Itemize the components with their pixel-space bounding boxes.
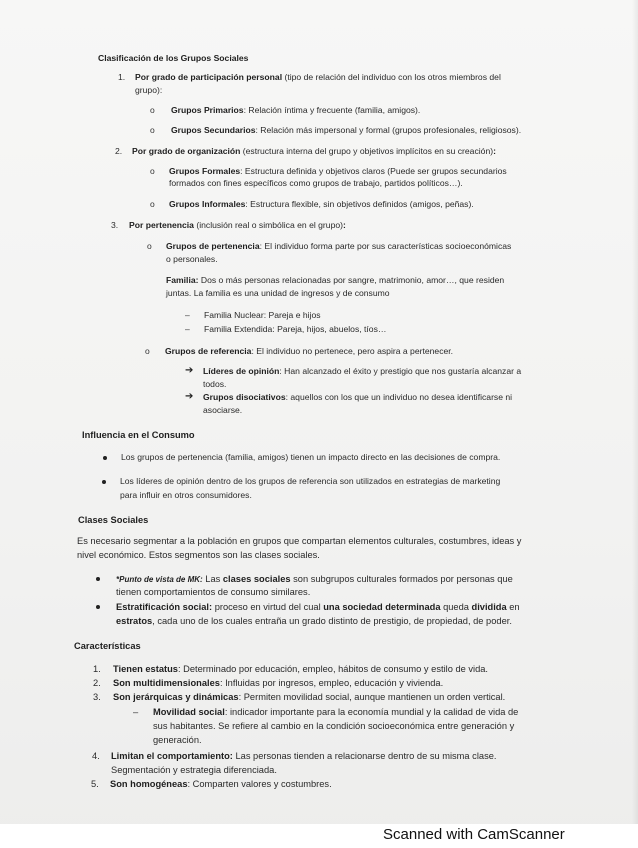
item-bold: Grupos Formales <box>169 166 241 176</box>
list-item <box>135 72 501 83</box>
item-bold: Familia: <box>166 275 199 285</box>
item-text: Dos o más personas relacionadas por sangre, matrimonio, amor…, que residen <box>198 275 505 285</box>
sub-item-cont: formados con fines específicos como grupos de trabajo, partidos políticos…). <box>169 178 463 188</box>
list-number: 5. <box>91 779 99 789</box>
paragraph-cont: nivel económico. Estos segmentos son las clases sociales. <box>77 550 320 560</box>
arrow-item <box>203 392 512 403</box>
item-bold: Movilidad social <box>153 707 225 717</box>
item-text: (inclusión real o simbólica en el grupo) <box>193 220 343 230</box>
item-text: : Relación más impersonal y formal (grupos profesionales, religiosos). <box>255 125 522 135</box>
item-bold: dividida <box>471 602 507 612</box>
list-item <box>113 677 443 689</box>
item-text: : Permiten movilidad social, aunque mantienen un orden vertical. <box>238 692 506 702</box>
dash-bullet: – <box>185 310 190 320</box>
circle-bullet: o <box>145 346 150 356</box>
circle-bullet: o <box>150 199 155 209</box>
bullet-text: Los grupos de pertenencia (familia, amigos) tienen un impacto directo en las decisiones de compra. <box>121 452 501 462</box>
circle-bullet: o <box>150 125 155 135</box>
item-bold: estratos <box>116 616 153 626</box>
item-bold: una sociedad determinada <box>323 602 441 612</box>
item-text: : aquellos con los que un individuo no desea identificarse ni <box>285 392 513 402</box>
bullet-dot <box>103 456 107 460</box>
item-bold: Grupos Primarios <box>171 105 244 115</box>
sub-item <box>169 199 474 210</box>
item-bold: : <box>493 146 496 156</box>
arrow-item <box>203 366 521 377</box>
list-item <box>129 220 346 231</box>
item-bold: Limitan el comportamiento: <box>111 751 233 761</box>
item-text: : Han alcanzado el éxito y prestigio que nos gustaría alcanzar a <box>279 366 522 376</box>
camscanner-watermark: Scanned with CamScanner <box>383 826 565 843</box>
item-bold: Grupos Secundarios <box>171 125 256 135</box>
bullet-dot <box>96 605 100 609</box>
item-bold: : <box>342 220 346 230</box>
bullet-dot <box>96 577 100 581</box>
list-item <box>113 663 488 675</box>
list-item <box>111 750 496 762</box>
list-item <box>110 778 332 790</box>
item-bold: *Punto de vista de MK: <box>116 575 203 584</box>
list-number: 2. <box>115 146 123 156</box>
list-item <box>113 691 505 703</box>
item-bold: Grupos Informales <box>169 199 246 209</box>
item-bold: Estratificación social: <box>116 602 213 612</box>
bullet-dot <box>102 480 106 484</box>
familia-nuclear: Familia Nuclear: Pareja e hijos <box>204 310 321 320</box>
sub-item-cont: generación. <box>153 735 202 745</box>
item-text: : Determinado por educación, empleo, hábitos de consumo y estilo de vida. <box>177 664 489 674</box>
circle-bullet: o <box>147 241 152 251</box>
item-text: (tipo de relación del individuo con los otros miembros del <box>282 72 501 82</box>
item-bold: clases sociales <box>222 574 291 584</box>
list-item-cont: grupo): <box>135 85 163 95</box>
bullet-text <box>116 573 513 585</box>
arrow-icon: ➔ <box>185 391 194 402</box>
item-bold: Grupos de referencia <box>165 346 252 356</box>
item-bold: Por pertenencia <box>129 220 194 230</box>
item-text: : Relación íntima y frecuente (familia, amigos). <box>243 105 421 115</box>
familia-definition-cont: juntas. La familia es una unidad de ingresos y de consumo <box>166 288 390 298</box>
page-edge-shadow <box>632 0 638 824</box>
dash-bullet: – <box>133 707 139 717</box>
bullet-text: Los líderes de opinión dentro de los grupos de referencia son utilizados en estrategias de marketing <box>120 476 501 486</box>
page-title: Clasificación de los Grupos Sociales <box>98 53 249 63</box>
item-bold: Son multidimensionales <box>113 678 220 688</box>
item-text: : indicador importante para la economía mundial y la calidad de vida de <box>224 707 519 717</box>
item-text: : El individuo forma parte por sus características socioeconómicas <box>259 241 512 251</box>
circle-bullet: o <box>150 166 155 176</box>
sub-item <box>153 706 518 718</box>
list-number: 3. <box>93 692 101 702</box>
arrow-icon: ➔ <box>185 365 194 376</box>
list-number: 4. <box>92 751 100 761</box>
sub-item-cont: sus habitantes. Se refiere al cambio en la condición socioeconómica entre generación y <box>153 721 515 731</box>
section-heading: Características <box>74 641 141 651</box>
item-bold: Grupos disociativos <box>203 392 286 402</box>
item-text: Las personas tienden a relacionarse dentro de su misma clase. <box>232 751 497 761</box>
item-text: proceso en virtud del cual <box>212 602 324 612</box>
sub-item <box>171 105 420 116</box>
dash-bullet: – <box>185 324 190 334</box>
paragraph: Es necesario segmentar a la población en grupos que compartan elementos culturales, costumbres, ideas y <box>77 536 522 546</box>
item-text: : Estructura definida y objetivos claros (Puede ser grupos secundarios <box>240 166 507 176</box>
list-number: 2. <box>93 678 101 688</box>
arrow-item-cont: todos. <box>203 379 227 389</box>
bullet-text-cont <box>116 615 512 627</box>
item-text: queda <box>440 602 472 612</box>
bullet-text-cont: tienen comportamientos de consumo similares. <box>116 587 311 597</box>
sub-item <box>169 166 507 177</box>
section-heading: Influencia en el Consumo <box>82 430 195 440</box>
section-heading: Clases Sociales <box>78 515 149 525</box>
item-text: : Estructura flexible, sin objetivos definidos (amigos, peñas). <box>245 199 474 209</box>
sub-item-cont: o personales. <box>166 254 218 264</box>
circle-bullet: o <box>150 105 155 115</box>
list-number: 3. <box>111 220 119 230</box>
item-bold: Grupos de pertenencia <box>166 241 260 251</box>
item-text: son subgrupos culturales formados por personas que <box>290 574 513 584</box>
item-text: (estructura interna del grupo y objetivos implícitos en su creación) <box>240 146 494 156</box>
list-number: 1. <box>118 72 126 82</box>
familia-extendida: Familia Extendida: Pareja, hijos, abuelos, tíos… <box>204 324 387 334</box>
item-text: en <box>506 602 520 612</box>
item-text: , cada uno de los cuales entraña un grado distinto de prestigio, de propiedad, de poder. <box>152 616 512 626</box>
item-bold: Por grado de participación personal <box>135 72 283 82</box>
sub-item <box>165 346 453 357</box>
list-number: 1. <box>93 664 101 674</box>
item-bold: Son homogéneas <box>110 779 188 789</box>
item-text: Las <box>202 574 223 584</box>
sub-item <box>171 125 521 136</box>
list-item-cont: Segmentación y estrategia diferenciada. <box>111 765 277 775</box>
bullet-text-cont: para influir en otros consumidores. <box>120 490 252 500</box>
item-text: : El individuo no pertenece, pero aspira a pertenecer. <box>251 346 454 356</box>
familia-definition <box>166 275 504 286</box>
sub-item <box>166 241 511 252</box>
item-text: : Comparten valores y costumbres. <box>187 779 332 789</box>
arrow-item-cont: asociarse. <box>203 405 243 415</box>
item-bold: Líderes de opinión <box>203 366 280 376</box>
item-text: : Influidas por ingresos, empleo, educación y vivienda. <box>219 678 444 688</box>
item-bold: Son jerárquicas y dinámicas <box>113 692 239 702</box>
item-bold: Tienen estatus <box>113 664 178 674</box>
list-item <box>132 146 496 157</box>
item-bold: Por grado de organización <box>132 146 241 156</box>
bullet-text <box>116 601 520 613</box>
